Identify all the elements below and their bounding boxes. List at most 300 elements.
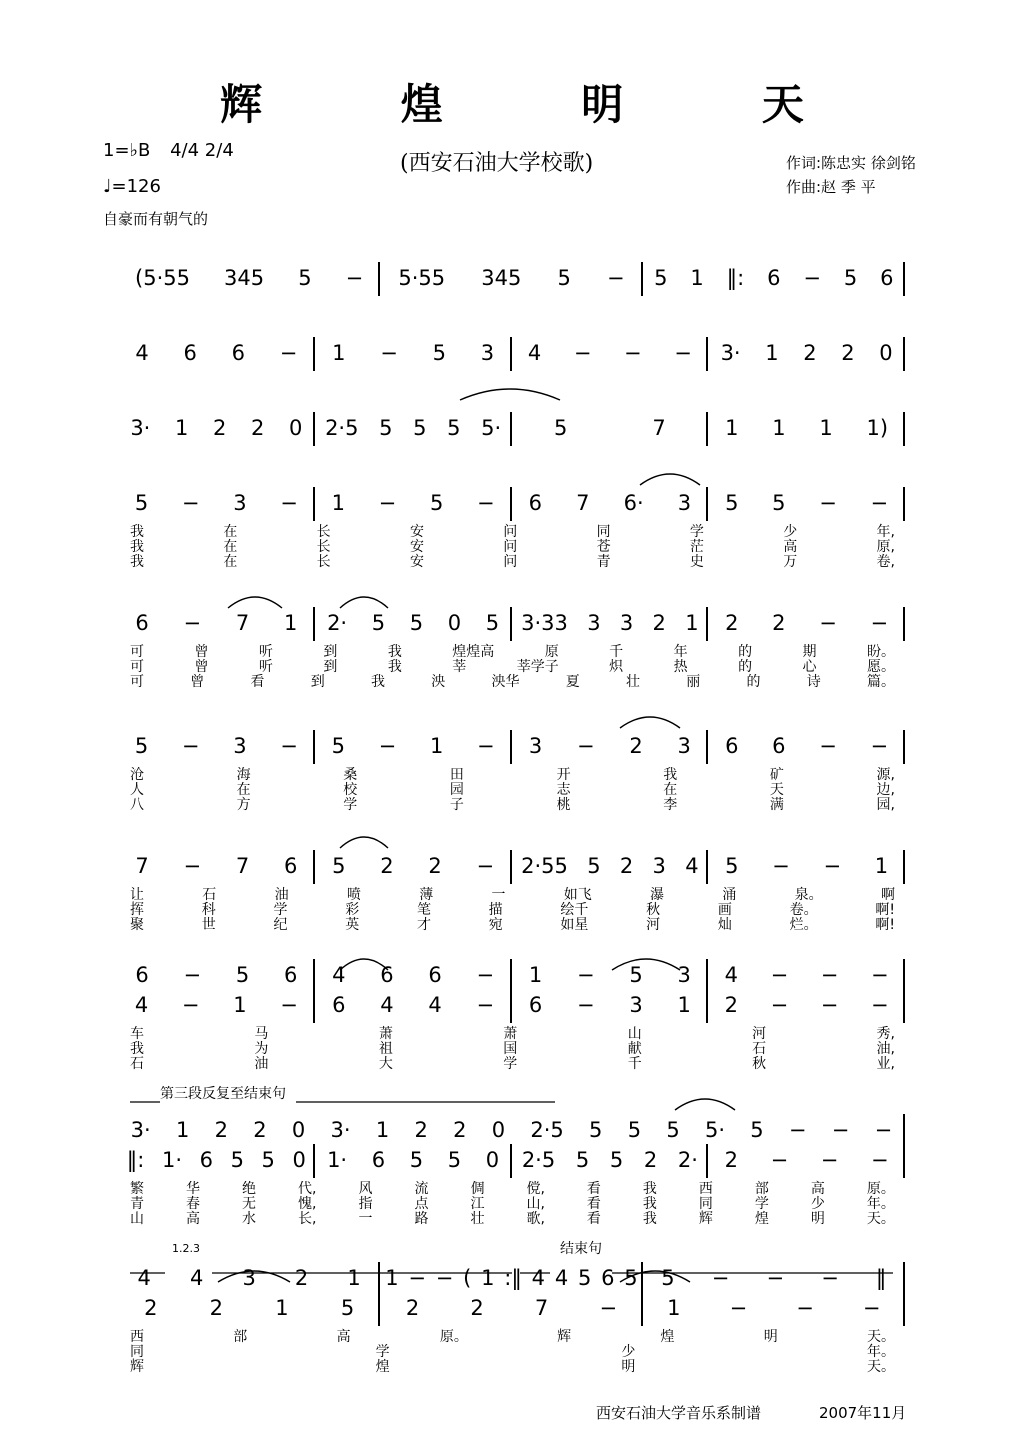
note-token: −: [573, 341, 592, 365]
note-token: 7: [235, 611, 250, 635]
note-token: 2: [724, 1148, 738, 1172]
lyric-syllable: 天。: [866, 1329, 895, 1345]
note-token: −: [770, 963, 789, 987]
note-token: −: [870, 491, 889, 515]
lyric-syllable: 江: [470, 1196, 485, 1212]
lyric-syllable: 绘千: [560, 902, 589, 918]
note-token: −: [280, 491, 298, 515]
note-token: 2·5: [521, 1148, 556, 1172]
lyric-syllable: 我: [130, 1041, 144, 1057]
lyric-syllable: 薄: [419, 887, 434, 903]
note-token: 2: [772, 611, 786, 635]
note-token: 5: [654, 266, 668, 290]
lyric-syllable: 部: [754, 1181, 769, 1197]
note-token: 4: [332, 963, 346, 987]
note-token: 2: [380, 854, 394, 878]
lyric-syllable: 泉。: [794, 887, 823, 903]
lyric-syllable: 华: [186, 1181, 200, 1197]
lyric-syllable: 世: [201, 917, 216, 933]
note-token: 5: [725, 491, 739, 515]
lyric-syllable: 年。: [866, 1344, 895, 1360]
lyric-syllable: 壮: [470, 1211, 485, 1227]
lyric-syllable: 桃: [556, 797, 571, 813]
lyric-syllable: 莘学子: [516, 659, 559, 675]
lyric-syllable: 少: [621, 1344, 636, 1360]
lyric-syllable: 烂。: [789, 917, 818, 933]
lyric-syllable: 秀,: [876, 1026, 895, 1042]
lyric-syllable: 同: [130, 1344, 144, 1360]
lyric-syllable: 风: [358, 1181, 373, 1197]
note-token: −: [380, 341, 398, 365]
lyric-syllable: 源,: [876, 767, 895, 783]
note-token: −: [772, 854, 790, 878]
lyric-syllable: 纪: [273, 917, 288, 933]
note-token: 2·5: [325, 416, 359, 440]
note-token: −: [181, 993, 200, 1017]
note-token: ‖:: [726, 266, 745, 290]
lyric-syllable: 年: [673, 644, 688, 660]
lyric-syllable: 河: [752, 1026, 767, 1042]
lyric-syllable: 油: [254, 1056, 269, 1072]
lyric-syllable: 无: [242, 1196, 256, 1212]
lyric-syllable: 倜: [470, 1181, 485, 1197]
note-token: 1: [772, 416, 786, 440]
lyric-syllable: 油,: [876, 1041, 895, 1057]
note-token: 1: [332, 341, 346, 365]
lyric-syllable: 山,: [526, 1196, 545, 1212]
lyric-syllable: 田: [449, 767, 464, 783]
note-token: −: [280, 993, 298, 1017]
lyric-syllable: 高: [186, 1211, 200, 1227]
note-token: 1: [819, 416, 833, 440]
lyric-syllable: 看: [586, 1181, 601, 1197]
note-token: 6: [528, 491, 542, 515]
note-token: 6: [528, 993, 543, 1017]
note-token: 3: [242, 1266, 256, 1290]
lyric-syllable: 茫: [689, 539, 704, 555]
lyric-syllable: 石: [130, 1056, 144, 1072]
note-token: 5·: [481, 416, 502, 440]
lyric-syllable: 学: [343, 797, 358, 813]
note-token: −: [476, 993, 495, 1017]
lyric-syllable: 子: [449, 797, 464, 813]
lyric-syllable: 长,: [298, 1211, 317, 1227]
lyric-syllable: 辉: [698, 1211, 713, 1227]
note-token: 6: [725, 734, 739, 758]
note-token: 1: [375, 1118, 390, 1142]
lyric-syllable: 在: [663, 782, 678, 798]
note-token: 1·: [327, 1148, 348, 1172]
lyric-syllable: 方: [236, 797, 251, 813]
lyric-syllable: 祖: [378, 1041, 393, 1057]
lyric-syllable: 问: [503, 554, 518, 570]
footer-date: 2007年11月: [819, 1404, 907, 1422]
repeat-label: 第三段反复至结束句: [160, 1086, 286, 1102]
note-token: −: [871, 963, 889, 987]
note-token: 0: [289, 416, 303, 440]
note-token: 1: [331, 491, 345, 515]
lyric-syllable: 我: [130, 524, 144, 540]
lyric-syllable: 山: [627, 1026, 642, 1042]
lyric-syllable: 啊!: [875, 917, 895, 933]
note-token: −: [862, 1296, 881, 1320]
lyric-syllable: 边,: [876, 782, 895, 798]
lyric-syllable: 的: [738, 644, 753, 660]
lyric-syllable: 大: [378, 1056, 393, 1072]
note-token: 1): [866, 416, 889, 440]
lyric-syllable: 到: [323, 659, 338, 675]
note-token: 7: [235, 854, 250, 878]
lyric-syllable: 代,: [298, 1181, 317, 1197]
lyric-syllable: 学: [503, 1056, 518, 1072]
lyric-syllable: 车: [130, 1026, 144, 1042]
lyric-syllable: 听: [258, 644, 273, 660]
lyric-syllable: 啊: [880, 887, 895, 903]
note-token: 5: [485, 611, 500, 635]
note-token: 1·: [161, 1148, 183, 1172]
note-token: −: [796, 1296, 814, 1320]
lyric-syllable: 壮: [626, 674, 640, 690]
note-token: −: [871, 1148, 889, 1172]
note-token: 4: [134, 993, 149, 1017]
note-token: −: [476, 854, 495, 878]
note-token: 2·55: [521, 854, 568, 878]
lyric-syllable: 的: [746, 674, 761, 690]
lyric-syllable: 同: [698, 1196, 713, 1212]
note-token: 0: [292, 1148, 306, 1172]
lyric-syllable: 原,: [876, 539, 895, 555]
note-token: 1: [481, 1266, 495, 1290]
note-token: −: [870, 611, 889, 635]
lyric-syllable: 期: [802, 644, 817, 660]
note-token: −: [870, 734, 889, 758]
lyric-syllable: 史: [689, 554, 704, 570]
note-token: 6: [283, 963, 298, 987]
note-token: 3·: [720, 341, 741, 365]
slur-arc: [340, 959, 388, 970]
note-token: −: [729, 1296, 748, 1320]
lyric-syllable: 热: [673, 659, 688, 675]
note-token: −: [606, 266, 625, 290]
note-token: 4: [527, 341, 542, 365]
note-token: 4: [137, 1266, 151, 1290]
slur-arc: [640, 474, 700, 485]
slur-arc: [340, 837, 388, 848]
note-token: 5: [409, 611, 424, 635]
lyric-syllable: 油: [274, 887, 289, 903]
note-token: 6: [601, 1266, 615, 1290]
lyric-syllable: 煌: [660, 1329, 675, 1345]
lyric-syllable: 学: [689, 524, 704, 540]
lyric-syllable: 傥,: [526, 1181, 545, 1197]
lyric-syllable: 学: [754, 1196, 769, 1212]
lyric-syllable: 学: [273, 902, 288, 918]
note-token: 2: [629, 734, 643, 758]
note-token: 0: [485, 1148, 500, 1172]
note-token: 6: [135, 963, 149, 987]
note-token: 2: [294, 1266, 309, 1290]
lyric-syllable: 盼。: [866, 644, 895, 660]
note-token: 5: [447, 416, 461, 440]
lyric-syllable: 献: [627, 1041, 642, 1057]
lyric-syllable: 科: [201, 902, 216, 918]
lyric-syllable: 灿: [717, 917, 732, 933]
lyric-syllable: 辉: [557, 1329, 572, 1345]
lyric-syllable: 炽: [609, 659, 624, 675]
note-token: 1: [385, 1266, 399, 1290]
note-token: 5: [557, 266, 571, 290]
lyric-syllable: 原。: [439, 1329, 468, 1345]
lyric-syllable: 在: [223, 524, 238, 540]
note-token: −: [820, 963, 839, 987]
lyric-syllable: 明: [763, 1329, 778, 1345]
lyric-syllable: 春: [186, 1196, 200, 1212]
note-token: 3: [233, 491, 247, 515]
note-token: 5: [577, 1266, 592, 1290]
lyric-syllable: 啊!: [875, 902, 895, 918]
note-token: 4: [531, 1266, 546, 1290]
note-token: 1: [690, 266, 704, 290]
note-token: :‖: [504, 1266, 522, 1290]
note-token: 2: [214, 1118, 228, 1142]
note-token: 5: [371, 611, 386, 635]
note-token: 2: [453, 1118, 467, 1142]
lyric-syllable: 沧: [130, 767, 144, 783]
lyric-syllable: 天。: [866, 1211, 895, 1227]
slur-arc: [620, 717, 680, 728]
note-token: 5: [575, 1148, 590, 1172]
note-token: 6: [428, 963, 442, 987]
lyric-syllable: 我: [642, 1196, 657, 1212]
lyric-syllable: 宛: [488, 917, 503, 933]
lyric-syllable: 河: [646, 917, 661, 933]
note-token: 2·: [327, 611, 348, 635]
note-token: −: [183, 611, 202, 635]
note-token: 2: [643, 1148, 658, 1172]
note-token: −: [821, 1266, 839, 1290]
lyric-syllable: 明: [810, 1211, 825, 1227]
note-token: 5: [332, 854, 346, 878]
lyric-syllable: 水: [242, 1211, 256, 1227]
lyric-syllable: 涌: [722, 887, 737, 903]
note-token: 3·: [330, 1118, 351, 1142]
note-token: −: [183, 854, 202, 878]
note-token: 345: [481, 266, 522, 290]
lyric-syllable: 才: [416, 917, 431, 933]
lyric-syllable: 可: [130, 644, 144, 660]
lyric-syllable: 我: [130, 554, 144, 570]
lyric-syllable: 长: [316, 554, 331, 570]
note-token: 345: [224, 266, 265, 290]
lyric-syllable: 万: [783, 554, 798, 570]
note-token: 1: [429, 734, 444, 758]
note-token: 3: [677, 963, 691, 987]
lyric-syllable: 苍: [596, 539, 611, 555]
lyric-syllable: 彩: [345, 902, 360, 918]
lyric-syllable: 我: [642, 1181, 657, 1197]
note-token: 1: [667, 1296, 681, 1320]
tempo-marking: ♩=126: [103, 176, 161, 197]
note-token: 5: [750, 1118, 764, 1142]
note-token: 0: [291, 1118, 306, 1142]
note-token: ‖:: [126, 1148, 145, 1172]
note-token: 7: [135, 854, 149, 878]
lyric-syllable: 秋: [646, 902, 661, 918]
note-token: 1: [677, 993, 691, 1017]
lyric-syllable: 一: [491, 887, 506, 903]
note-token: −: [408, 1266, 426, 1290]
slur-arc: [228, 597, 282, 608]
lyric-syllable: 西: [698, 1181, 713, 1197]
note-token: 5: [261, 1148, 275, 1172]
note-token: 1: [874, 854, 889, 878]
note-token: 5: [554, 416, 568, 440]
note-token: 5: [629, 963, 643, 987]
note-token: 2: [803, 341, 817, 365]
note-token: −: [819, 734, 837, 758]
lyric-syllable: 泱: [431, 674, 446, 690]
note-token: 6: [332, 993, 346, 1017]
note-token: −: [788, 1118, 807, 1142]
note-token: 2: [213, 416, 227, 440]
note-token: 5: [661, 1266, 675, 1290]
lyric-syllable: 我: [642, 1211, 657, 1227]
note-token: 4: [380, 993, 394, 1017]
lyric-syllable: 我: [387, 659, 402, 675]
lyric-syllable: 石: [752, 1041, 767, 1057]
note-token: 5: [134, 734, 149, 758]
note-token: 5: [843, 266, 858, 290]
note-token: −: [874, 1118, 893, 1142]
note-token: 5: [447, 1148, 462, 1172]
footer-org: 西安石油大学音乐系制谱: [596, 1404, 762, 1422]
lyric-syllable: 的: [738, 659, 753, 675]
note-token: 3: [480, 341, 495, 365]
lyric-syllable: 原: [544, 644, 559, 660]
lyric-syllable: 描: [488, 902, 503, 918]
note-token: −: [577, 993, 595, 1017]
note-token: −: [624, 341, 642, 365]
lyric-syllable: 高: [810, 1181, 825, 1197]
song-title: 辉 煌 明 天: [220, 80, 866, 129]
lyric-syllable: 莘: [452, 659, 467, 675]
note-token: 5: [235, 963, 250, 987]
lyric-syllable: 看: [586, 1211, 601, 1227]
note-token: 3·: [130, 416, 151, 440]
note-token: 5: [331, 734, 345, 758]
lyric-syllable: 在: [236, 782, 251, 798]
lyric-syllable: 一: [358, 1211, 373, 1227]
note-token: 2: [144, 1296, 158, 1320]
composer-credit: 作曲:赵 季 平: [786, 178, 876, 196]
lyric-syllable: 青: [596, 554, 611, 570]
note-token: 6: [283, 854, 298, 878]
lyric-syllable: 卷。: [789, 902, 818, 918]
note-token: 5: [379, 416, 393, 440]
key-text: 1=♭B: [103, 140, 151, 161]
note-token: −: [803, 266, 821, 290]
coda-label: 结束句: [560, 1241, 602, 1257]
lyric-syllable: 高: [336, 1329, 351, 1345]
lyric-syllable: 明: [621, 1359, 636, 1375]
note-token: −: [770, 1148, 789, 1172]
lyric-syllable: 学: [375, 1344, 390, 1360]
note-token: 5: [666, 1118, 680, 1142]
note-token: 2: [724, 993, 738, 1017]
note-token: 2: [209, 1296, 224, 1320]
lyric-syllable: 天: [769, 782, 784, 798]
lyric-syllable: 园: [449, 782, 464, 798]
note-token: 5: [587, 854, 601, 878]
lyric-syllable: 年,: [876, 524, 895, 540]
lyric-syllable: 少: [783, 524, 798, 540]
note-token: 0: [879, 341, 893, 365]
lyric-syllable: 国: [503, 1041, 518, 1057]
slur-arc: [675, 1099, 735, 1110]
note-token: 4: [685, 854, 699, 878]
lyric-syllable: 我: [387, 644, 402, 660]
note-token: −: [477, 734, 495, 758]
note-token: 2·5: [530, 1118, 564, 1142]
lyric-syllable: 笔: [416, 902, 431, 918]
lyric-syllable: 喷: [346, 887, 361, 903]
note-token: 2: [428, 854, 442, 878]
note-token: 2: [251, 416, 265, 440]
note-token: (: [463, 1266, 472, 1290]
note-token: 2: [253, 1118, 267, 1142]
note-token: 6: [772, 734, 786, 758]
lyric-syllable: 篇。: [867, 674, 895, 690]
lyric-syllable: 丽: [686, 674, 701, 690]
lyric-syllable: 听: [258, 659, 273, 675]
note-token: −: [279, 341, 298, 365]
note-token: 5·: [704, 1118, 726, 1142]
note-token: 6: [183, 341, 197, 365]
note-token: 2: [652, 611, 666, 635]
lyric-syllable: 秋: [752, 1056, 767, 1072]
note-token: 6: [380, 963, 394, 987]
lyric-syllable: 挥: [130, 902, 144, 918]
note-token: 5: [772, 491, 786, 515]
lyric-syllable: 问: [503, 539, 518, 555]
lyric-syllable: 萧: [503, 1026, 518, 1042]
note-token: 5: [409, 1148, 424, 1172]
note-token: −: [577, 963, 595, 987]
note-token: 5: [725, 854, 739, 878]
lyric-syllable: 海: [236, 767, 251, 783]
note-token: 6: [135, 611, 149, 635]
note-token: −: [280, 734, 298, 758]
lyric-syllable: 长: [316, 524, 331, 540]
lyric-syllable: 曾: [190, 674, 205, 690]
note-token: 2·: [677, 1148, 698, 1172]
lyric-syllable: 问: [503, 524, 518, 540]
note-token: 1: [725, 416, 739, 440]
note-token: −: [378, 734, 397, 758]
lyric-syllable: 园,: [876, 797, 895, 813]
lyricist-credit: 作词:陈忠实 徐剑铭: [786, 154, 916, 172]
lyric-syllable: 到: [310, 674, 325, 690]
lyric-syllable: 指: [358, 1196, 373, 1212]
lyric-syllable: 千: [609, 644, 624, 660]
lyric-syllable: 诗: [806, 674, 821, 690]
lyric-syllable: 为: [254, 1041, 269, 1057]
note-token: 5: [627, 1118, 642, 1142]
note-token: 3: [233, 734, 247, 758]
note-token: 3: [587, 611, 601, 635]
lyric-syllable: 曾: [194, 659, 209, 675]
lyric-syllable: 我: [663, 767, 678, 783]
